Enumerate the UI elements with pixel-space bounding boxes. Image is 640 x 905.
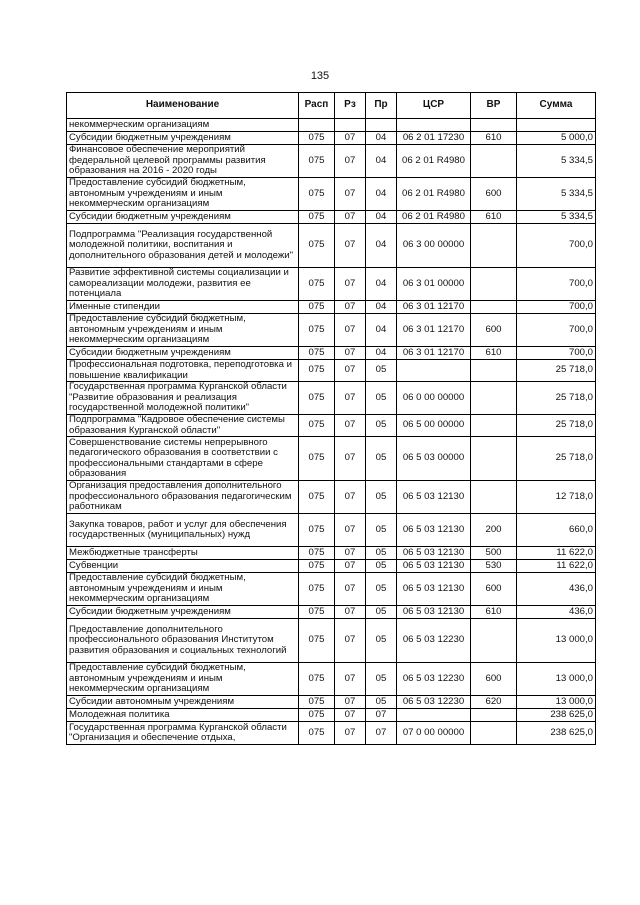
column-header-rasp: Расп <box>299 93 335 119</box>
cell-vr <box>471 415 517 437</box>
cell-csr: 07 0 00 00000 <box>397 722 471 745</box>
cell-csr: 06 5 00 00000 <box>397 415 471 437</box>
cell-name: Субсидии автономным учреждениям <box>67 696 299 709</box>
cell-vr <box>471 301 517 314</box>
cell-pr: 04 <box>366 132 397 145</box>
cell-pr: 04 <box>366 268 397 301</box>
cell-amount: 700,0 <box>517 347 596 360</box>
cell-csr: 06 3 01 12170 <box>397 314 471 347</box>
cell-vr: 600 <box>471 663 517 696</box>
cell-rz: 07 <box>335 301 366 314</box>
cell-rasp: 075 <box>299 382 335 415</box>
table-row <box>67 224 596 268</box>
cell-rasp: 075 <box>299 415 335 437</box>
cell-name: Предоставление дополнительного профессионального образования Институтом развития образования и социальных технологий <box>67 619 299 663</box>
cell-pr: 05 <box>366 619 397 663</box>
cell-amount: 436,0 <box>517 573 596 606</box>
cell-rasp: 075 <box>299 132 335 145</box>
cell-name: Подпрограмма "Реализация государственной молодежной политики, воспитания и дополнительного образования детей и молодежи" <box>67 224 299 268</box>
cell-rz: 07 <box>335 619 366 663</box>
cell-rasp: 075 <box>299 573 335 606</box>
cell-vr: 600 <box>471 573 517 606</box>
cell-pr: 07 <box>366 722 397 745</box>
cell-vr <box>471 224 517 268</box>
cell-vr <box>471 382 517 415</box>
cell-csr <box>397 360 471 382</box>
cell-pr: 07 <box>366 709 397 722</box>
cell-rz: 07 <box>335 560 366 573</box>
cell-rasp: 075 <box>299 514 335 547</box>
cell-amount: 700,0 <box>517 301 596 314</box>
page-number: 135 <box>310 70 330 82</box>
cell-rz <box>335 119 366 132</box>
cell-amount: 5 000,0 <box>517 132 596 145</box>
column-header-name: Наименование <box>67 93 299 119</box>
cell-vr <box>471 145 517 178</box>
cell-rz: 07 <box>335 268 366 301</box>
cell-rz: 07 <box>335 709 366 722</box>
table-row <box>67 178 596 211</box>
table-row <box>67 573 596 606</box>
cell-vr: 600 <box>471 314 517 347</box>
cell-rasp: 075 <box>299 268 335 301</box>
cell-rasp <box>299 119 335 132</box>
table-row <box>67 415 596 437</box>
cell-vr <box>471 722 517 745</box>
table-header-row <box>67 93 596 119</box>
cell-vr <box>471 360 517 382</box>
cell-csr: 06 0 00 00000 <box>397 382 471 415</box>
cell-name: Межбюджетные трансферты <box>67 547 299 560</box>
cell-pr: 05 <box>366 573 397 606</box>
cell-amount: 25 718,0 <box>517 437 596 481</box>
cell-pr: 04 <box>366 314 397 347</box>
cell-name: Субсидии бюджетным учреждениям <box>67 347 299 360</box>
cell-csr: 06 3 01 12170 <box>397 347 471 360</box>
cell-amount: 700,0 <box>517 224 596 268</box>
cell-csr: 06 5 03 12130 <box>397 573 471 606</box>
cell-vr <box>471 481 517 514</box>
cell-pr: 05 <box>366 547 397 560</box>
cell-name: Субсидии бюджетным учреждениям <box>67 606 299 619</box>
cell-csr: 06 3 00 00000 <box>397 224 471 268</box>
table-row <box>67 360 596 382</box>
cell-amount: 238 625,0 <box>517 722 596 745</box>
cell-csr: 06 5 03 12130 <box>397 547 471 560</box>
cell-vr: 530 <box>471 560 517 573</box>
cell-amount: 660,0 <box>517 514 596 547</box>
cell-name: некоммерческим организациям <box>67 119 299 132</box>
cell-vr <box>471 119 517 132</box>
cell-pr: 05 <box>366 696 397 709</box>
cell-rz: 07 <box>335 145 366 178</box>
table-row <box>67 132 596 145</box>
cell-csr <box>397 119 471 132</box>
cell-amount: 13 000,0 <box>517 696 596 709</box>
table-row <box>67 437 596 481</box>
cell-name: Закупка товаров, работ и услуг для обеспечения государственных (муниципальных) нужд <box>67 514 299 547</box>
cell-name: Совершенствование системы непрерывного педагогического образования в соответствии с профессиональными стандартами в сфере образования <box>67 437 299 481</box>
table-row <box>67 268 596 301</box>
column-header-csr: ЦСР <box>397 93 471 119</box>
cell-rz: 07 <box>335 481 366 514</box>
cell-rz: 07 <box>335 514 366 547</box>
cell-rasp: 075 <box>299 178 335 211</box>
cell-pr: 04 <box>366 178 397 211</box>
table-row <box>67 314 596 347</box>
table-row <box>67 547 596 560</box>
cell-rasp: 075 <box>299 211 335 224</box>
cell-amount: 5 334,5 <box>517 211 596 224</box>
cell-amount: 238 625,0 <box>517 709 596 722</box>
cell-name: Предоставление субсидий бюджетным, автономным учреждениям и иным некоммерческим организациям <box>67 663 299 696</box>
cell-amount: 25 718,0 <box>517 415 596 437</box>
cell-name: Финансовое обеспечение мероприятий федеральной целевой программы развития образования на 2016 - 2020 годы <box>67 145 299 178</box>
cell-vr: 610 <box>471 211 517 224</box>
cell-name: Государственная программа Курганской области "Развитие образования и реализация государственной молодежной политики" <box>67 382 299 415</box>
cell-csr: 06 5 03 12230 <box>397 696 471 709</box>
cell-rasp: 075 <box>299 663 335 696</box>
cell-rz: 07 <box>335 415 366 437</box>
cell-rz: 07 <box>335 347 366 360</box>
column-header-rz: Рз <box>335 93 366 119</box>
cell-pr: 04 <box>366 211 397 224</box>
cell-amount: 5 334,5 <box>517 178 596 211</box>
cell-vr: 610 <box>471 606 517 619</box>
cell-pr: 04 <box>366 224 397 268</box>
cell-name: Государственная программа Курганской области "Организация и обеспечение отдыха, <box>67 722 299 745</box>
cell-rz: 07 <box>335 722 366 745</box>
cell-amount: 25 718,0 <box>517 360 596 382</box>
table-row <box>67 709 596 722</box>
cell-rasp: 075 <box>299 347 335 360</box>
cell-pr: 05 <box>366 437 397 481</box>
cell-vr <box>471 619 517 663</box>
cell-name: Субсидии бюджетным учреждениям <box>67 211 299 224</box>
cell-rz: 07 <box>335 132 366 145</box>
cell-name: Организация предоставления дополнительного профессионального образования педагогическим работникам <box>67 481 299 514</box>
cell-csr: 06 3 01 00000 <box>397 268 471 301</box>
cell-rasp: 075 <box>299 360 335 382</box>
cell-amount: 12 718,0 <box>517 481 596 514</box>
cell-rasp: 075 <box>299 619 335 663</box>
cell-vr <box>471 268 517 301</box>
cell-name: Развитие эффективной системы социализации и самореализации молодежи, развития ее потенциала <box>67 268 299 301</box>
cell-rz: 07 <box>335 437 366 481</box>
cell-csr: 06 2 01 R4980 <box>397 178 471 211</box>
cell-vr <box>471 437 517 481</box>
cell-csr: 06 2 01 R4980 <box>397 145 471 178</box>
cell-pr: 04 <box>366 347 397 360</box>
cell-pr <box>366 119 397 132</box>
cell-name: Субсидии бюджетным учреждениям <box>67 132 299 145</box>
table-row <box>67 606 596 619</box>
cell-csr: 06 5 03 12230 <box>397 619 471 663</box>
cell-vr: 620 <box>471 696 517 709</box>
cell-rasp: 075 <box>299 722 335 745</box>
cell-amount: 25 718,0 <box>517 382 596 415</box>
cell-vr: 610 <box>471 132 517 145</box>
cell-rz: 07 <box>335 360 366 382</box>
cell-pr: 04 <box>366 301 397 314</box>
cell-csr: 06 3 01 12170 <box>397 301 471 314</box>
table-row <box>67 514 596 547</box>
cell-name: Подпрограмма "Кадровое обеспечение системы образования Курганской области" <box>67 415 299 437</box>
cell-pr: 05 <box>366 514 397 547</box>
table-row <box>67 663 596 696</box>
cell-name: Предоставление субсидий бюджетным, автономным учреждениям и иным некоммерческим организациям <box>67 178 299 211</box>
cell-rasp: 075 <box>299 696 335 709</box>
cell-rasp: 075 <box>299 709 335 722</box>
cell-name: Молодежная политика <box>67 709 299 722</box>
table-row <box>67 119 596 132</box>
cell-csr: 06 5 03 12230 <box>397 663 471 696</box>
cell-csr: 06 2 01 R4980 <box>397 211 471 224</box>
cell-csr: 06 5 03 12130 <box>397 560 471 573</box>
cell-vr <box>471 709 517 722</box>
cell-pr: 05 <box>366 481 397 514</box>
cell-name: Именные стипендии <box>67 301 299 314</box>
cell-pr: 05 <box>366 415 397 437</box>
cell-name: Предоставление субсидий бюджетным, автономным учреждениям и иным некоммерческим организациям <box>67 573 299 606</box>
cell-rasp: 075 <box>299 606 335 619</box>
table-row <box>67 481 596 514</box>
cell-rasp: 075 <box>299 481 335 514</box>
table-row <box>67 347 596 360</box>
table-row <box>67 301 596 314</box>
cell-rz: 07 <box>335 224 366 268</box>
cell-amount: 436,0 <box>517 606 596 619</box>
cell-csr: 06 2 01 17230 <box>397 132 471 145</box>
cell-csr: 06 5 03 12130 <box>397 606 471 619</box>
cell-pr: 05 <box>366 382 397 415</box>
cell-amount <box>517 119 596 132</box>
cell-amount: 11 622,0 <box>517 547 596 560</box>
cell-name: Профессиональная подготовка, переподготовка и повышение квалификации <box>67 360 299 382</box>
table-row <box>67 145 596 178</box>
cell-vr: 500 <box>471 547 517 560</box>
cell-pr: 05 <box>366 663 397 696</box>
cell-csr: 06 5 03 00000 <box>397 437 471 481</box>
cell-pr: 05 <box>366 360 397 382</box>
cell-rz: 07 <box>335 606 366 619</box>
table-row <box>67 560 596 573</box>
cell-pr: 05 <box>366 560 397 573</box>
cell-name: Предоставление субсидий бюджетным, автономным учреждениям и иным некоммерческим организациям <box>67 314 299 347</box>
column-header-vr: ВР <box>471 93 517 119</box>
cell-amount: 13 000,0 <box>517 663 596 696</box>
cell-amount: 700,0 <box>517 268 596 301</box>
budget-table <box>66 92 596 745</box>
table-row <box>67 722 596 745</box>
column-header-pr: Пр <box>366 93 397 119</box>
cell-csr: 06 5 03 12130 <box>397 481 471 514</box>
cell-pr: 04 <box>366 145 397 178</box>
cell-rasp: 075 <box>299 224 335 268</box>
cell-rasp: 075 <box>299 560 335 573</box>
cell-vr: 200 <box>471 514 517 547</box>
cell-amount: 5 334,5 <box>517 145 596 178</box>
table-row <box>67 382 596 415</box>
cell-vr: 600 <box>471 178 517 211</box>
cell-rz: 07 <box>335 696 366 709</box>
cell-vr: 610 <box>471 347 517 360</box>
cell-amount: 11 622,0 <box>517 560 596 573</box>
cell-rasp: 075 <box>299 437 335 481</box>
cell-rz: 07 <box>335 382 366 415</box>
cell-rasp: 075 <box>299 314 335 347</box>
cell-rz: 07 <box>335 314 366 347</box>
table-row <box>67 619 596 663</box>
cell-pr: 05 <box>366 606 397 619</box>
table-row <box>67 211 596 224</box>
cell-amount: 13 000,0 <box>517 619 596 663</box>
cell-rasp: 075 <box>299 301 335 314</box>
cell-rasp: 075 <box>299 547 335 560</box>
column-header-amount: Сумма <box>517 93 596 119</box>
cell-rz: 07 <box>335 547 366 560</box>
table-body <box>67 119 596 745</box>
cell-rz: 07 <box>335 178 366 211</box>
cell-rasp: 075 <box>299 145 335 178</box>
cell-csr: 06 5 03 12130 <box>397 514 471 547</box>
cell-name: Субвенции <box>67 560 299 573</box>
table-row <box>67 696 596 709</box>
cell-rz: 07 <box>335 663 366 696</box>
cell-rz: 07 <box>335 573 366 606</box>
cell-csr <box>397 709 471 722</box>
cell-rz: 07 <box>335 211 366 224</box>
cell-amount: 700,0 <box>517 314 596 347</box>
